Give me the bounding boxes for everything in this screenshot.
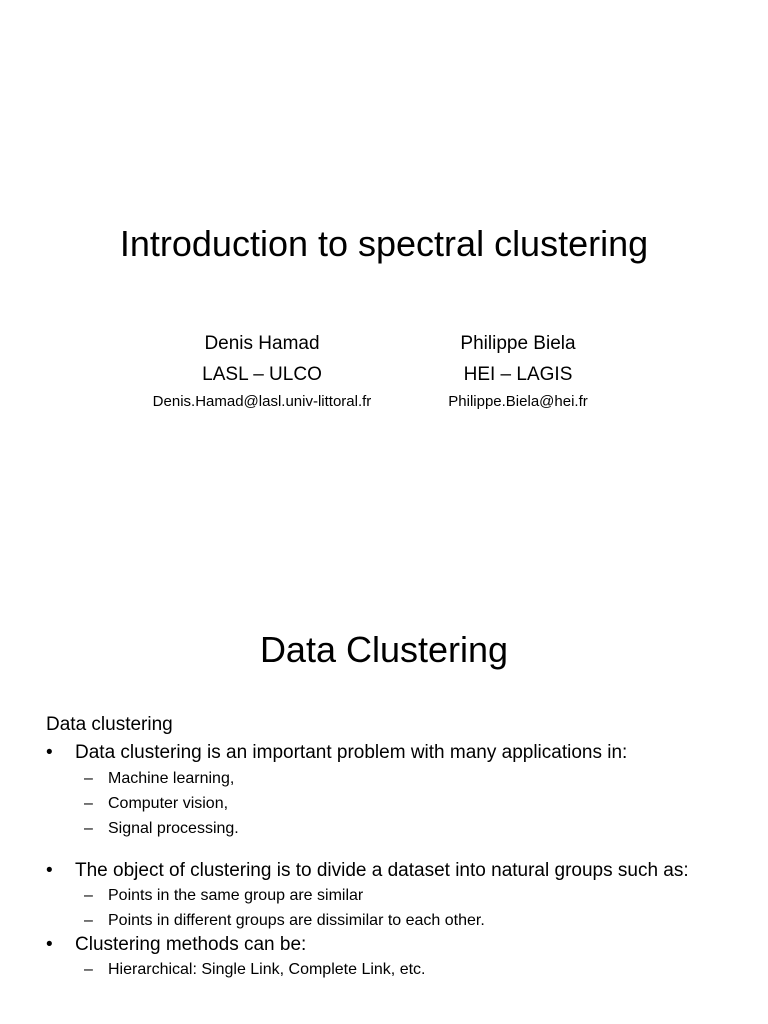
slide-title: Data Clustering bbox=[259, 629, 509, 670]
dash-mark: – bbox=[84, 795, 93, 812]
dash-mark: – bbox=[84, 770, 93, 787]
data-clustering-slide bbox=[0, 590, 768, 1024]
bullet-item bbox=[46, 859, 746, 882]
author-block-hamad bbox=[112, 328, 412, 414]
sub-item-text: Machine learning, bbox=[108, 770, 235, 787]
author-block-biela bbox=[368, 328, 668, 414]
sub-item bbox=[46, 957, 746, 982]
author-affiliation: HEI – LAGIS bbox=[463, 364, 573, 385]
bullet-mark: • bbox=[46, 934, 53, 955]
bullet-item bbox=[46, 933, 746, 956]
dash-mark: – bbox=[84, 912, 93, 929]
sub-list bbox=[46, 883, 746, 933]
bullet-mark: • bbox=[46, 860, 53, 881]
sub-list bbox=[46, 957, 746, 982]
sub-item-text: Points in different groups are dissimilar to each other. bbox=[108, 912, 485, 929]
sub-item bbox=[46, 766, 746, 791]
author-name: Philippe Biela bbox=[460, 333, 576, 354]
author-email: Denis.Hamad@lasl.univ-littoral.fr bbox=[152, 393, 372, 410]
sub-item bbox=[46, 883, 746, 908]
sub-item-text: Signal processing. bbox=[108, 820, 239, 837]
sub-item bbox=[46, 791, 746, 816]
sub-item bbox=[46, 908, 746, 933]
dash-mark: – bbox=[84, 820, 93, 837]
slide-body bbox=[46, 712, 746, 982]
sub-item-text: Points in the same group are similar bbox=[108, 887, 364, 904]
dash-mark: – bbox=[84, 887, 93, 904]
bullet-mark: • bbox=[46, 742, 53, 763]
sub-item-text: Hierarchical: Single Link, Complete Link, etc. bbox=[108, 961, 426, 978]
sub-item bbox=[46, 816, 746, 841]
presentation-title: Introduction to spectral clustering bbox=[119, 223, 649, 264]
author-affiliation: LASL – ULCO bbox=[202, 364, 322, 385]
author-name: Denis Hamad bbox=[204, 333, 320, 354]
intro-line: Data clustering bbox=[46, 714, 173, 735]
author-email: Philippe.Biela@hei.fr bbox=[448, 393, 588, 410]
sub-list bbox=[46, 766, 746, 841]
spacer bbox=[46, 841, 746, 859]
bullet-text: The object of clustering is to divide a dataset into natural groups such as: bbox=[75, 860, 689, 881]
bullet-text: Clustering methods can be: bbox=[75, 934, 307, 955]
dash-mark: – bbox=[84, 961, 93, 978]
bullet-item bbox=[46, 741, 746, 764]
sub-item-text: Computer vision, bbox=[108, 795, 229, 812]
bullet-text: Data clustering is an important problem with many applications in: bbox=[75, 742, 628, 763]
